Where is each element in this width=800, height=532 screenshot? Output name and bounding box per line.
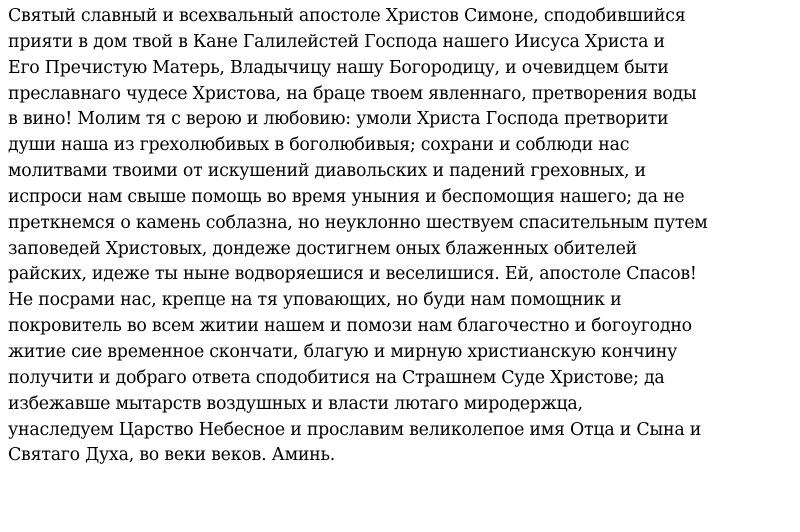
text-line-14: житие сие временное скончати, благую и мирную христианскую кончину: [8, 341, 678, 362]
text-line-18: Святаго Духа, во веки веков. Аминь.: [8, 445, 336, 466]
text-line-3: Его Пречистую Матерь, Владычицу нашу Богородицу, и очевидцем быти: [8, 57, 669, 78]
text-line-13: покровитель во всем житии нашем и помози нам благочестно и богоугодно: [8, 316, 692, 337]
text-line-12: Не посрами нас, крепце на тя уповающих, но буди нам помощник и: [8, 290, 622, 311]
text-line-17: унаследуем Царство Небесное и прославим великолепое имя Отца и Сына и: [8, 419, 702, 440]
text-line-7: молитвами твоими от искушений диавольских и падений греховных, и: [8, 161, 646, 182]
prayer-text: [8, 4, 794, 469]
text-line-2: прияти в дом твой в Кане Галилейстей Господа нашего Иисуса Христа и: [8, 31, 665, 52]
text-line-15: получити и добраго ответа сподобитися на Страшнем Суде Христове; да: [8, 367, 665, 388]
text-line-5: в вино! Молим тя с верою и любовию: умоли Христа Господа претворити: [8, 109, 669, 130]
text-line-4: преславнаго чудесе Христова, на браце твоем явленнаго, претворения воды: [8, 83, 697, 104]
text-line-6: души наша из грехолюбивых в боголюбивыя; сохрани и соблюди нас: [8, 135, 630, 156]
text-line-8: испроси нам свыше помощь во время уныния и беспомощия нашего; да не: [8, 186, 685, 207]
text-line-10: заповедей Христовых, дондеже достигнем оных блаженных обителей: [8, 238, 637, 259]
text-line-1: Святый славный и всехвальный апостоле Христов Симоне, сподобившийся: [8, 6, 686, 26]
text-line-16: избежавше мытарств воздушных и власти лютаго миродержца,: [8, 393, 583, 414]
text-line-9: преткнемся о камень соблазна, но неуклонно шествуем спасительным путем: [8, 212, 708, 233]
text-line-11: райских, идеже ты ныне водворяешися и веселишися. Ей, апостоле Спасов!: [8, 264, 697, 285]
